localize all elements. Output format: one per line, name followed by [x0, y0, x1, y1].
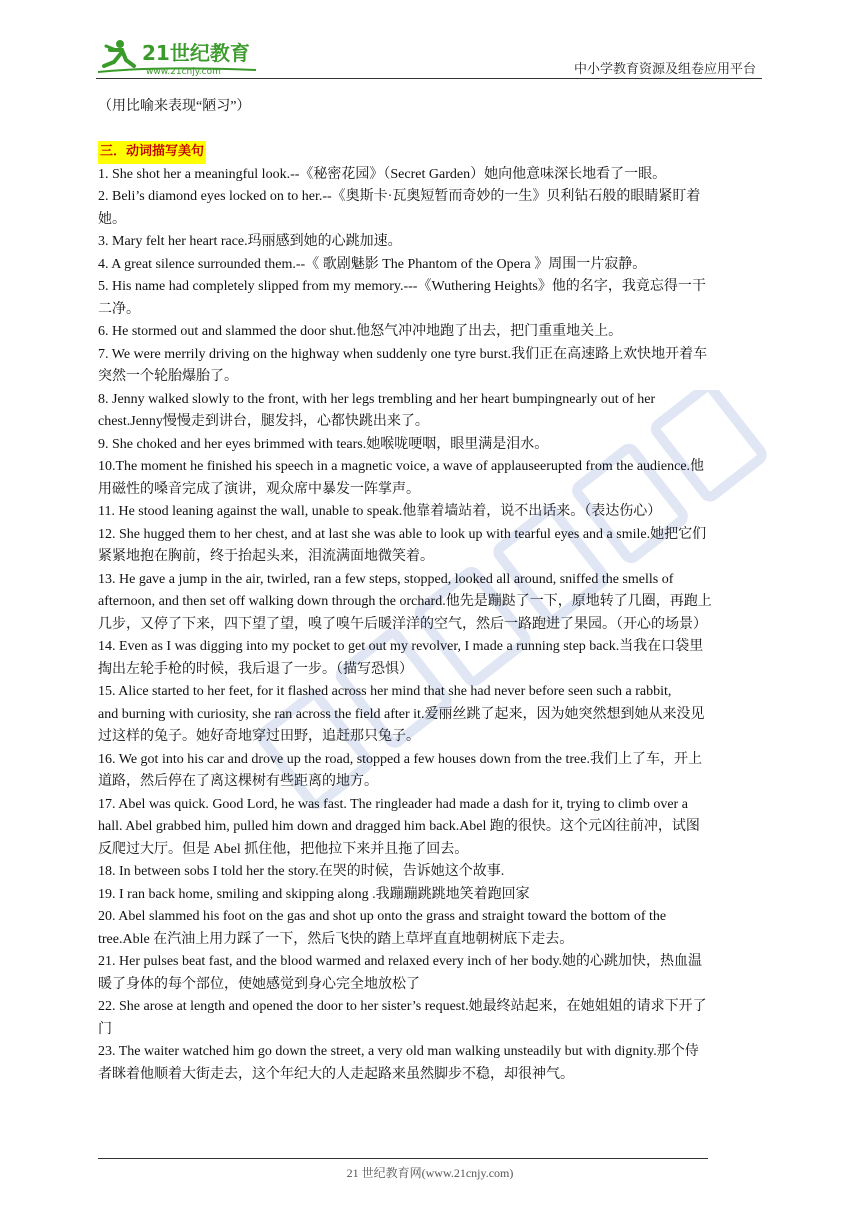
text-line: 21. Her pulses beat fast, and the blood warmed and relaxed every inch of her body.她的心跳加快，热血温	[98, 954, 703, 969]
text-line: 4. A great silence surrounded them.--《 歌剧魅影 The Phantom of the Opera 》周围一片寂静。	[98, 256, 647, 272]
text-line: 18. In between sobs I told her the story.在哭的时候，告诉她这个故事.	[98, 864, 505, 879]
text-line: 20. Abel slammed his foot on the gas and shot up onto the grass and straight toward the bottom of the	[98, 909, 667, 924]
text-line: 门	[98, 1021, 112, 1037]
text-line: 用磁性的嗓音完成了演讲，观众席中暴发一阵掌声。	[98, 481, 420, 497]
text-line: 掏出左轮手枪的时候，我后退了一步。（描写恐惧）	[98, 661, 413, 677]
page-header	[96, 36, 762, 80]
text-line: 15. Alice started to her feet, for it flashed across her mind that she had never before seen such a rabbit,	[98, 684, 672, 699]
platform-name: 中小学教育资源及组卷应用平台	[573, 62, 756, 77]
text-line: 暖了身体的每个部位，使她感觉到身心完全地放松了	[98, 976, 420, 992]
text-line: 反爬过大厅。但是 Abel 抓住他，把他拉下来并且拖了回去。	[98, 841, 469, 857]
text-line: and burning with curiosity, she ran across the field after it.爱丽丝跳了起来，因为她突然想到她从来没见	[98, 706, 705, 722]
text-line: 3. Mary felt her heart race.玛丽感到她的心跳加速。	[98, 234, 402, 249]
text-line: tree.Able 在汽油上用力踩了一下，然后飞快的踏上草坪直直地朝树底下走去。	[98, 931, 574, 947]
text-line: chest.Jenny慢慢走到讲台，腿发抖，心都快跳出来了。	[98, 414, 429, 429]
section-heading-row	[98, 141, 761, 164]
text-line: 7. We were merrily driving on the highway when suddenly one tyre burst.我们正在高速路上欢快地开着车	[98, 346, 708, 362]
text-line: 6. He stormed out and slammed the door shut.他怒气冲冲地跑了出去，把门重重地关上。	[98, 324, 623, 339]
text-line: 2. Beli’s diamond eyes locked on to her.--《奥斯卡·瓦奥短暂而奇妙的一生》贝利钻石般的眼睛紧盯着	[98, 189, 701, 204]
text-line: 二净。	[98, 301, 140, 317]
intro-line: （用比喻来表现“陋习”）	[98, 99, 251, 114]
text-line: 突然一个轮胎爆胎了。	[98, 369, 238, 384]
text-line: hall. Abel grabbed him, pulled him down and dragged him back.Abel 跑的很快。这个元凶往前冲，试图	[98, 819, 700, 834]
logo-text: 21世纪教育	[142, 41, 250, 65]
text-line: 22. She arose at length and opened the door to her sister’s request.她最终站起来，在她姐姐的请求下开了	[98, 999, 707, 1014]
text-line: 过这样的兔子。她好奇地穿过田野，追赶那只兔子。	[98, 729, 420, 744]
text-line: 道路，然后停在了离这棵树有些距离的地方。	[98, 774, 378, 789]
text-line: 17. Abel was quick. Good Lord, he was fast. The ringleader had made a dash for it, trying to climb over a	[98, 796, 688, 812]
text-line: afternoon, and then set off walking down through the orchard.他先是蹦跶了一下，原地转了几圈，再跑上	[98, 594, 712, 609]
text-line: 9. She choked and her eyes brimmed with tears.她喉咙哽咽，眼里满是泪水。	[98, 436, 549, 452]
page-footer: 21 世纪教育网(www.21cnjy.com)	[346, 1166, 514, 1180]
text-line: 5. His name had completely slipped from my memory.---《Wuthering Heights》他的名字，我竟忘得一干	[98, 279, 706, 294]
logo-url: www.21cnjy.com	[146, 67, 221, 77]
text-line: 12. She hugged them to her chest, and at last she was able to look up with tearful eyes and a smile.她把它们	[98, 526, 707, 542]
text-line: 紧紧地抱在胸前，终于抬起头来，泪流满面地微笑着。	[98, 549, 434, 564]
text-line: 1. She shot her a meaningful look.--《秘密花园》（Secret Garden）她向他意味深长地看了一眼。	[98, 166, 667, 182]
text-line: 13. He gave a jump in the air, twirled, ran a few steps, stopped, looked all around, sniffed the smells of	[98, 571, 674, 587]
text-line: 19. I ran back home, smiling and skipping along .我蹦蹦跳跳地笑着跑回家	[98, 886, 530, 902]
section-heading: 三．动词描写美句	[98, 141, 206, 164]
text-line: 者眯着他顺着大街走去，这个年纪大的人走起路来虽然脚步不稳，却很神气。	[98, 1066, 574, 1082]
text-line: 她。	[98, 211, 126, 227]
document-body	[98, 96, 761, 1086]
text-line: 14. Even as I was digging into my pocket to get out my revolver, I made a running step back.当我在口袋里	[98, 639, 704, 654]
blank-line	[98, 119, 761, 142]
text-line: 11. He stood leaning against the wall, unable to speak.他靠着墙站着，说不出话来。（表达伤心）	[98, 504, 662, 519]
text-line: 10.The moment he finished his speech in a magnetic voice, a wave of applauseerupted from the audience.他	[98, 459, 705, 474]
header-divider	[96, 78, 762, 79]
footer-divider	[98, 1158, 708, 1159]
sentence-list	[98, 164, 761, 1087]
site-logo	[96, 36, 266, 78]
text-line: 23. The waiter watched him go down the street, a very old man walking unsteadily but with dignity.那个侍	[98, 1044, 699, 1059]
text-line: 8. Jenny walked slowly to the front, with her legs trembling and her heart bumpingnearly out of her	[98, 391, 656, 407]
text-line: 16. We got into his car and drove up the road, stopped a few houses down from the tree.我们上了车，开上	[98, 751, 702, 767]
text-line: 几步，又停了下来，四下望了望，嗅了嗅午后暖洋洋的空气，然后一路跑进了果园。（开心的场景）	[98, 616, 707, 632]
